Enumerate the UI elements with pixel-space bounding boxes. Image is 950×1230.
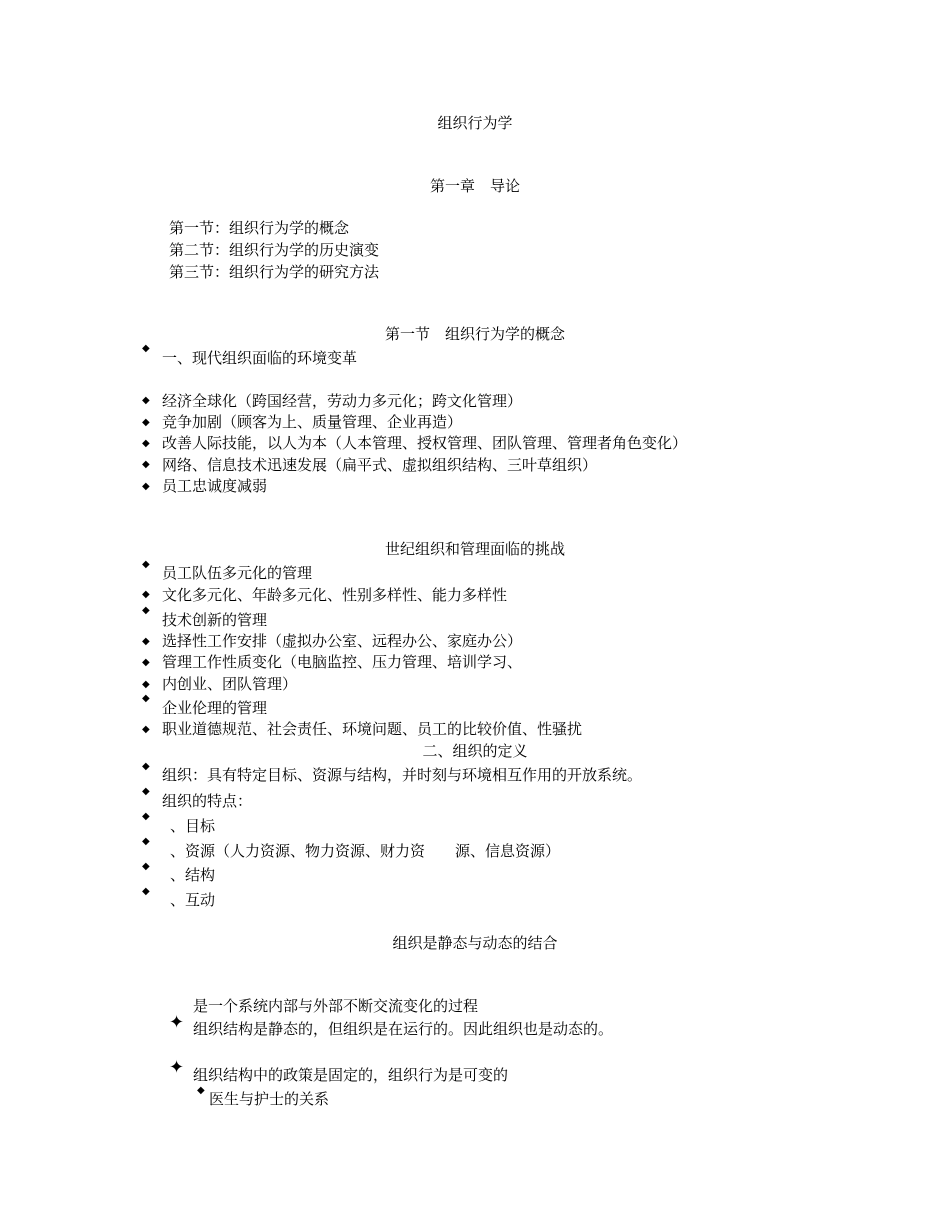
bullet-icon: ◆ [142,811,150,822]
list-item: 文化多元化、年龄多元化、性别多样性、能力多样性 [162,586,508,604]
bullet-icon: ◆ [142,861,150,872]
list-item: 、结构 [170,866,216,884]
list-item: 企业伦理的管理 [162,699,268,717]
list-item: 技术创新的管理 [162,611,268,629]
list-item: 、互动 [170,891,216,909]
list-item: 组织结构中的政策是固定的，组织行为是可变的 [193,1066,509,1084]
bullet-icon: ◆ [142,679,150,690]
document-title: 组织行为学 [437,114,513,132]
list-item: 改善人际技能，以人为本（人本管理、授权管理、团队管理、管理者角色变化） [162,434,688,452]
bullet-icon: ◆ [142,657,150,668]
bullet-icon: ◆ [142,786,150,797]
list-item: 员工队伍多元化的管理 [162,564,313,582]
list-item: 职业道德规范、社会责任、环境问题、员工的比较价值、性骚扰 [162,720,583,738]
list-item: 经济全球化（跨国经营，劳动力多元化；跨文化管理） [162,392,523,410]
bullet-icon: ◆ [142,724,150,735]
list-item: 员工忠诚度减弱 [162,477,268,495]
list-item: 、目标 [170,817,216,835]
section-item: 第三节：组织行为学的研究方法 [169,263,380,281]
bullet-icon: ◆ [142,886,150,897]
chapter-heading: 第一章 导论 [429,177,520,195]
star-bullet-icon: ✦ [169,1012,185,1033]
list-item: 组织结构是静态的，但组织是在运行的。因此组织也是动态的。 [193,1020,614,1038]
list-item: 网络、信息技术迅速发展（扁平式、虚拟组织结构、三叶草组织） [162,456,598,474]
list-item: 管理工作性质变化（电脑监控、压力管理、培训学习、 [162,653,523,671]
bullet-icon: ◆ [197,1085,205,1096]
env-heading: 一、现代组织面临的环境变革 [162,349,358,367]
list-item: 选择性工作安排（虚拟办公室、远程办公、家庭办公） [162,632,523,650]
definition-heading: 二、组织的定义 [422,742,528,760]
list-item: 内创业、团队管理） [162,675,298,693]
list-item: 组织的特点： [162,792,253,810]
bullet-icon: ◆ [142,343,150,354]
star-bullet-icon: ✦ [169,1057,185,1078]
list-item: 、资源（人力资源、物力资源、财力资 源、信息资源） [170,842,561,860]
bullet-icon: ◆ [142,636,150,647]
bullet-icon: ◆ [142,395,150,406]
bullet-icon: ◆ [142,559,150,570]
bullet-icon: ◆ [142,481,150,492]
static-dynamic-heading: 组织是静态与动态的结合 [392,934,558,952]
bullet-icon: ◆ [142,605,150,616]
bullet-icon: ◆ [142,836,150,847]
list-item: 竞争加剧（顾客为上、质量管理、企业再造） [162,413,463,431]
bullet-icon: ◆ [142,438,150,449]
list-item: 是一个系统内部与外部不断交流变化的过程 [193,997,479,1015]
bullet-icon: ◆ [142,589,150,600]
bullet-icon: ◆ [142,693,150,704]
section-item: 第一节：组织行为学的概念 [169,219,350,237]
section-heading: 第一节 组织行为学的概念 [384,325,565,343]
bullet-icon: ◆ [142,417,150,428]
list-item: 医生与护士的关系 [209,1090,330,1108]
challenge-heading: 世纪组织和管理面临的挑战 [384,540,565,558]
bullet-icon: ◆ [142,459,150,470]
list-item: 组织：具有特定目标、资源与结构，并时刻与环境相互作用的开放系统。 [162,766,643,784]
bullet-icon: ◆ [142,761,150,772]
section-item: 第二节：组织行为学的历史演变 [169,241,380,259]
